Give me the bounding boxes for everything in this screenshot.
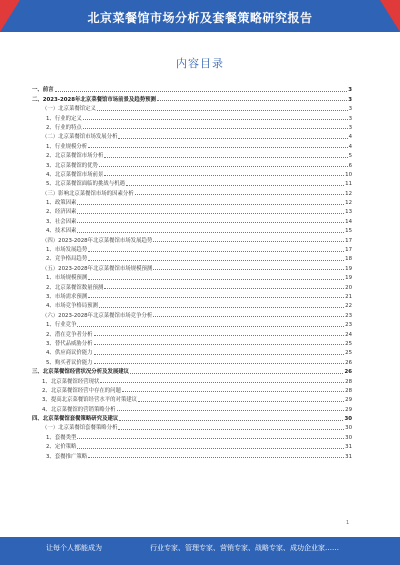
toc-entry-page: 11 xyxy=(345,181,352,188)
toc-leader-dots xyxy=(104,157,347,158)
toc-leader-dots xyxy=(77,222,344,223)
toc-leader-dots xyxy=(83,128,348,129)
toc-entry-page: 12 xyxy=(345,190,352,197)
toc-entry-label: 3、市场需求预测 xyxy=(46,293,88,300)
toc-entry-page: 31 xyxy=(345,453,352,460)
toc-leader-dots xyxy=(94,335,345,336)
toc-entry-label: 4、供应商议价能力 xyxy=(46,350,93,357)
toc-leader-dots xyxy=(77,204,344,205)
toc-entry-page: 28 xyxy=(345,387,352,394)
toc-entry[interactable] xyxy=(32,450,352,459)
toc-leader-dots xyxy=(157,100,347,101)
toc-entry-label: 4、技术因素 xyxy=(46,228,77,235)
toc-entry-page: 22 xyxy=(345,303,352,310)
toc-leader-dots xyxy=(94,363,345,364)
toc-entry[interactable] xyxy=(32,112,352,121)
toc-entry-label: 1、市场发展趋势 xyxy=(46,247,88,254)
toc-entry-label: （三）影响北京菜餐馆市场的因素分析 xyxy=(42,190,134,197)
toc-entry[interactable] xyxy=(32,347,352,356)
toc-entry[interactable] xyxy=(32,300,352,309)
toc-entry-label: 1、行业竞争 xyxy=(46,322,77,329)
toc-entry[interactable] xyxy=(32,272,352,281)
toc-entry-page: 28 xyxy=(345,378,352,385)
toc-entry-label: 二、2023-2028年北京菜餐馆市场前景及趋势预测 xyxy=(32,96,156,103)
toc-entry[interactable] xyxy=(32,159,352,168)
toc-leader-dots xyxy=(130,373,343,374)
footer-slogan: 让每个人都能成为 xyxy=(46,544,102,552)
table-of-contents xyxy=(32,84,352,460)
toc-entry-page: 4 xyxy=(348,134,352,141)
toc-entry-page: 24 xyxy=(345,331,352,338)
toc-entry-page: 3 xyxy=(348,87,352,94)
toc-entry-label: （六）2023-2028年北京菜餐馆市场竞争分析 xyxy=(42,312,153,319)
toc-leader-dots xyxy=(135,194,344,195)
toc-entry-label: 4、市场竞争格局预测 xyxy=(46,303,98,310)
toc-entry[interactable] xyxy=(32,215,352,224)
toc-leader-dots xyxy=(122,391,344,392)
toc-entry-page: 19 xyxy=(345,265,352,272)
toc-leader-dots xyxy=(104,175,344,176)
footer-banner xyxy=(0,537,400,565)
toc-entry-page: 20 xyxy=(345,284,352,291)
toc-entry-page: 17 xyxy=(345,237,352,244)
toc-entry[interactable] xyxy=(32,244,352,253)
toc-entry-page: 15 xyxy=(345,228,352,235)
toc-entry-page: 10 xyxy=(345,171,352,178)
toc-entry[interactable] xyxy=(32,375,352,384)
toc-leader-dots xyxy=(119,420,343,421)
toc-leader-dots xyxy=(77,438,344,439)
toc-entry-label: 2、经济因素 xyxy=(46,209,77,216)
toc-leader-dots xyxy=(153,241,344,242)
toc-entry-label: 2、潜在竞争者分析 xyxy=(46,331,93,338)
toc-leader-dots xyxy=(88,297,344,298)
toc-leader-dots xyxy=(100,382,344,383)
toc-entry-label: 2、北京菜餐馆经营中存在的问题 xyxy=(42,387,121,394)
toc-entry-page: 3 xyxy=(348,124,352,131)
toc-entry[interactable] xyxy=(32,356,352,365)
toc-leader-dots xyxy=(55,91,348,92)
toc-entry-page: 23 xyxy=(345,322,352,329)
toc-entry[interactable] xyxy=(32,394,352,403)
toc-leader-dots xyxy=(94,354,345,355)
toc-entry-label: 2、竞争格局趋势 xyxy=(46,256,88,263)
toc-entry-page: 6 xyxy=(348,162,352,169)
toc-entry-label: 2、定价策略 xyxy=(46,444,77,451)
toc-entry-page: 26 xyxy=(344,369,352,376)
toc-leader-dots xyxy=(126,185,344,186)
toc-entry[interactable] xyxy=(32,103,352,112)
toc-entry-page: 18 xyxy=(345,256,352,263)
toc-leader-dots xyxy=(77,326,344,327)
toc-entry-page: 30 xyxy=(345,425,352,432)
toc-entry[interactable] xyxy=(32,366,352,375)
toc-entry-page: 26 xyxy=(345,359,352,366)
toc-leader-dots xyxy=(77,213,344,214)
toc-entry-page: 13 xyxy=(345,209,352,216)
toc-entry[interactable] xyxy=(32,281,352,290)
toc-entry[interactable] xyxy=(32,328,352,337)
toc-entry[interactable] xyxy=(32,197,352,206)
toc-entry-page: 12 xyxy=(345,200,352,207)
toc-entry-label: 3、替代品威胁分析 xyxy=(46,340,93,347)
toc-leader-dots xyxy=(99,166,348,167)
toc-leader-dots xyxy=(83,119,348,120)
toc-entry-label: 2、北京菜餐馆市场分析 xyxy=(46,153,104,160)
toc-entry-label: 1、套餐类型 xyxy=(46,434,77,441)
header-banner xyxy=(0,0,400,32)
toc-entry-page: 3 xyxy=(348,96,352,103)
toc-entry-page: 23 xyxy=(345,312,352,319)
toc-leader-dots xyxy=(88,457,344,458)
toc-entry-label: （二）北京菜餐馆市场发展分析 xyxy=(42,134,118,141)
toc-entry-label: 4、北京菜餐馆市场前景 xyxy=(46,171,104,178)
toc-entry-page: 30 xyxy=(344,416,352,423)
toc-entry[interactable] xyxy=(32,234,352,243)
toc-entry-label: （一）北京菜餐馆定义 xyxy=(42,106,96,113)
toc-entry-label: 1、行业的定义 xyxy=(46,115,82,122)
page-number: 1 xyxy=(346,520,350,526)
toc-entry-page: 29 xyxy=(345,397,352,404)
toc-leader-dots xyxy=(97,110,348,111)
toc-entry[interactable] xyxy=(32,122,352,131)
toc-entry-page: 21 xyxy=(345,293,352,300)
toc-entry-label: 2、北京菜餐馆数量预测 xyxy=(46,284,104,291)
toc-entry[interactable] xyxy=(32,206,352,215)
toc-entry-label: 5、北京菜餐馆面临的挑战与机遇 xyxy=(46,181,125,188)
toc-entry-page: 30 xyxy=(345,434,352,441)
toc-leader-dots xyxy=(153,316,344,317)
toc-entry-page: 4 xyxy=(348,143,352,150)
toc-entry[interactable] xyxy=(32,169,352,178)
toc-entry[interactable] xyxy=(32,93,352,102)
toc-entry[interactable] xyxy=(32,84,352,93)
toc-entry[interactable] xyxy=(32,319,352,328)
toc-leader-dots xyxy=(99,307,344,308)
toc-leader-dots xyxy=(138,401,344,402)
toc-entry-label: 3、北京菜餐馆的优势 xyxy=(46,162,98,169)
toc-leader-dots xyxy=(77,448,344,449)
toc-entry[interactable] xyxy=(32,413,352,422)
toc-leader-dots xyxy=(88,251,344,252)
toc-leader-dots xyxy=(88,260,344,261)
toc-entry-label: 1、政策因素 xyxy=(46,200,77,207)
toc-entry[interactable] xyxy=(32,150,352,159)
toc-entry-page: 25 xyxy=(345,340,352,347)
toc-entry-label: 5、购买者议价能力 xyxy=(46,359,93,366)
toc-entry[interactable] xyxy=(32,262,352,271)
toc-entry[interactable] xyxy=(32,338,352,347)
toc-entry-label: 一、前言 xyxy=(32,87,54,94)
toc-entry-label: 3、套餐推广策略 xyxy=(46,453,88,460)
footer-tagline: 行业专家、管理专家、营销专家、战略专家、成功企业家…… xyxy=(150,544,339,552)
toc-entry-label: 三、北京菜餐馆经营状况分析及发展建议 xyxy=(32,369,130,376)
toc-entry-page: 25 xyxy=(345,350,352,357)
toc-entry[interactable] xyxy=(32,422,352,431)
toc-entry-label: 1、行业规模分析 xyxy=(46,143,88,150)
toc-entry[interactable] xyxy=(32,178,352,187)
toc-leader-dots xyxy=(118,429,344,430)
toc-entry-label: 1、市场规模预测 xyxy=(46,275,88,282)
toc-entry-page: 14 xyxy=(345,218,352,225)
toc-leader-dots xyxy=(88,279,344,280)
toc-entry[interactable] xyxy=(32,309,352,318)
report-title: 北京菜餐馆市场分析及套餐策略研究报告 xyxy=(87,11,313,25)
toc-entry-label: 2、行业的特点 xyxy=(46,124,82,131)
toc-entry-label: （五）2023-2028年北京菜餐馆市场规模预测 xyxy=(42,265,153,272)
toc-entry[interactable] xyxy=(32,140,352,149)
toc-entry[interactable] xyxy=(32,385,352,394)
toc-heading: 内容目录 xyxy=(176,57,224,70)
toc-entry-page: 19 xyxy=(345,275,352,282)
toc-entry-label: 四、北京菜餐馆套餐策略研究及建议 xyxy=(32,416,119,423)
toc-entry[interactable] xyxy=(32,131,352,140)
toc-entry[interactable] xyxy=(32,403,352,412)
toc-leader-dots xyxy=(77,232,344,233)
toc-entry-page: 3 xyxy=(348,115,352,122)
toc-entry-label: 1、北京菜餐馆经营现状 xyxy=(42,378,100,385)
toc-entry-page: 29 xyxy=(345,406,352,413)
toc-leader-dots xyxy=(117,410,345,411)
toc-entry[interactable] xyxy=(32,253,352,262)
toc-entry-page: 5 xyxy=(348,153,352,160)
toc-leader-dots xyxy=(94,344,345,345)
toc-entry-label: （一）北京菜餐馆套餐策略分析 xyxy=(42,425,118,432)
toc-leader-dots xyxy=(153,269,344,270)
toc-entry-label: （四）2023-2028年北京菜餐馆市场发展趋势 xyxy=(42,237,153,244)
toc-entry-page: 31 xyxy=(345,444,352,451)
toc-entry-label: 3、社会因素 xyxy=(46,218,77,225)
toc-leader-dots xyxy=(104,288,344,289)
toc-entry-page: 3 xyxy=(348,106,352,113)
toc-entry[interactable] xyxy=(32,291,352,300)
toc-leader-dots xyxy=(118,138,347,139)
toc-entry-label: 3、提高北京菜餐馆经营水平的对策建议 xyxy=(42,397,138,404)
toc-leader-dots xyxy=(88,147,347,148)
toc-entry[interactable] xyxy=(32,187,352,196)
toc-entry[interactable] xyxy=(32,225,352,234)
toc-entry-label: 4、北京菜餐馆的营销策略分析 xyxy=(42,406,116,413)
toc-entry-page: 17 xyxy=(345,247,352,254)
toc-entry[interactable] xyxy=(32,431,352,440)
toc-entry[interactable] xyxy=(32,441,352,450)
